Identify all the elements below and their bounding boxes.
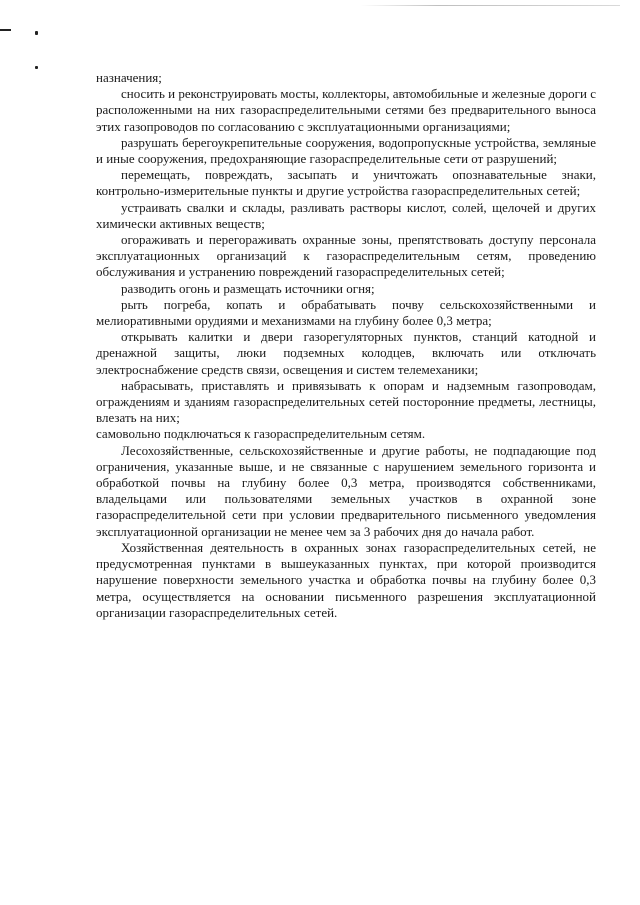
paragraph-6: огораживать и перегораживать охранные зоны, препятствовать доступу персонала эксплуатационных организаций к газораспределительным сетям, проведению обслуживания и устранению повреждений газораспределительных сетей; bbox=[96, 232, 596, 280]
document-body bbox=[96, 70, 596, 621]
paragraph-1: назначения; bbox=[96, 70, 162, 85]
paragraph-2: сносить и реконструировать мосты, коллекторы, автомобильные и железные дороги с расположенными на них газораспределительными сетями без предварительного выноса этих газопроводов по согласованию с эксплуатационными организациями; bbox=[96, 86, 596, 134]
scan-dot-mark bbox=[35, 66, 38, 69]
paragraph-13: Хозяйственная деятельность в охранных зонах газораспределительных сетей, не предусмотренная пунктами в вышеуказанных пунктах, при которой производится нарушение поверхности земельного участка и обработка почвы на глубину более 0,3 метра, осуществляется на основании письменного разрешения эксплуатационной организации газораспределительных сетей. bbox=[96, 539, 596, 620]
paragraph-9: открывать калитки и двери газорегуляторных пунктов, станций катодной и дренажной защиты, люки подземных колодцев, включать или отключать электроснабжение средств связи, освещения и систем телемеханики; bbox=[96, 329, 596, 377]
paragraph-7: разводить огонь и размещать источники огня; bbox=[121, 280, 375, 296]
paragraph-12: Лесохозяйственные, сельскохозяйственные и другие работы, не подпадающие под ограничения, указанные выше, и не связанные с нарушением земельного горизонта и обработкой почвы на глубину более 0,3 метра, производятся собственниками, владельцами или пользователями земельных участков в охранной зоне газораспределительной сети при условии предварительного письменного уведомления эксплуатационной организации не менее чем за 3 рабочих дня до начала работ. bbox=[96, 442, 596, 539]
paragraph-5: устраивать свалки и склады, разливать растворы кислот, солей, щелочей и других химически активных веществ; bbox=[96, 199, 596, 231]
paragraph-3: разрушать берегоукрепительные сооружения, водопропускные устройства, земляные и иные сооружения, предохраняющие газораспределительные сети от разрушений; bbox=[96, 134, 596, 167]
paragraph-11: самовольно подключаться к газораспределительным сетям. bbox=[96, 426, 426, 442]
paragraph-4: перемещать, повреждать, засыпать и уничтожать опознавательные знаки, контрольно-измерительные пункты и другие устройства газораспределительных сетей; bbox=[96, 167, 596, 199]
paragraph-8: рыть погреба, копать и обрабатывать почву сельскохозяйственными и мелиоративными орудиями и механизмами на глубину более 0,3 метра; bbox=[96, 296, 596, 329]
scan-dot-mark bbox=[35, 31, 38, 35]
paragraph-10: набрасывать, приставлять и привязывать к опорам и надземным газопроводам, ограждениям и зданиям газораспределительных сетей посторонние предметы, лестницы, влезать на них; bbox=[96, 377, 596, 426]
scan-dash-mark bbox=[0, 29, 11, 31]
scan-edge-line bbox=[360, 5, 620, 6]
